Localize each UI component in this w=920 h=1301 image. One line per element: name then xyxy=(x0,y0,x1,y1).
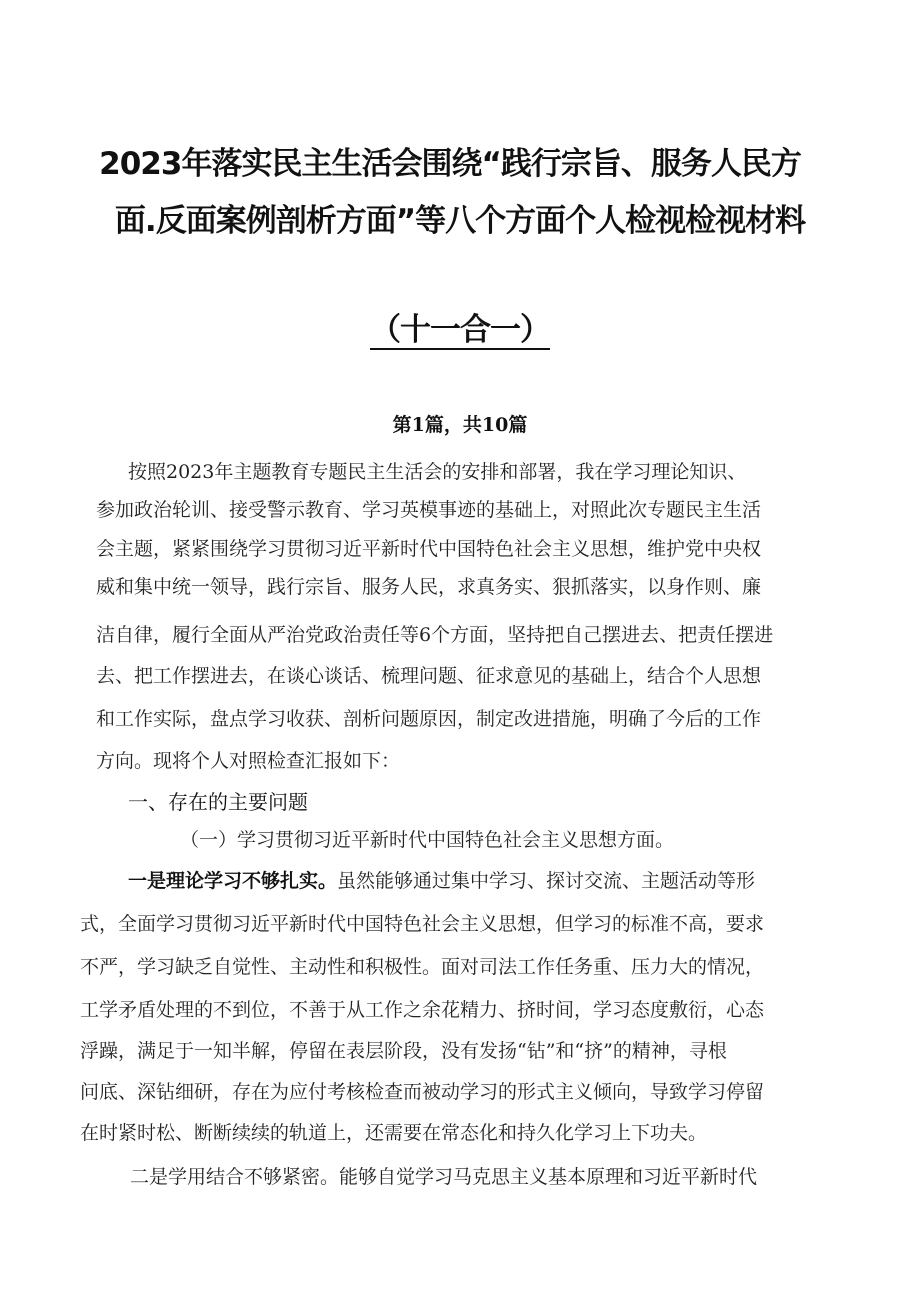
paragraph-line: 方向。现将个人对照检查汇报如下： xyxy=(96,750,401,772)
paragraph-line: 会主题，紧紧围绕学习贯彻习近平新时代中国特色社会主义思想，维护党中央权 xyxy=(96,538,762,560)
document-title-line-2: 面.反面案例剖析方面”等八个方面个人检视检视材料 xyxy=(114,203,806,239)
paragraph-line: 在时紧时松、断断续续的轨道上，还需要在常态化和持久化学习上下功夫。 xyxy=(80,1122,708,1144)
paragraph-line: 浮躁，满足于一知半解，停留在表层阶段，没有发扬“钻”和“挤”的精神，寻根 xyxy=(80,1040,727,1062)
paragraph-line: 去、把工作摆进去，在谈心谈话、梳理问题、征求意见的基础上，结合个人思想 xyxy=(96,665,762,687)
paragraph-line: 式，全面学习贯彻习近平新时代中国特色社会主义思想，但学习的标准不高，要求 xyxy=(80,913,765,935)
point-1-text: 虽然能够通过集中学习、探讨交流、主题活动等形 xyxy=(337,870,756,892)
paragraph-line: 工学矛盾处理的不到位，不善于从工作之余花精力、挤时间，学习态度敷衍，心态 xyxy=(80,999,765,1021)
document-title-line-3-text: （十一合一） xyxy=(370,312,550,348)
sub-heading: （一）学习贯彻习近平新时代中国特色社会主义思想方面。 xyxy=(180,829,675,851)
paragraph-line: 参加政治轮训、接受警示教育、学习英模事迹的基础上，对照此次专题民主生活 xyxy=(96,499,762,521)
paragraph-line: 洁自律，履行全面从严治党政治责任等6个方面，坚持把自己摆进去、把责任摆进 xyxy=(96,624,774,646)
document-subtitle: 第1篇，共10篇 xyxy=(392,414,528,436)
paragraph-line: 按照2023年主题教育专题民主生活会的安排和部署，我在学习理论知识、 xyxy=(128,461,747,483)
point-2-first-line: 二是学用结合不够紧密。能够自觉学习马克思主义基本原理和习近平新时代 xyxy=(130,1166,758,1188)
paragraph-line: 和工作实际，盘点学习收获、剖析问题原因，制定改进措施，明确了今后的工作 xyxy=(96,708,762,730)
point-1-first-line xyxy=(128,866,755,893)
document-title-line-3 xyxy=(0,304,920,349)
paragraph-line: 威和集中统一领导，践行宗旨、服务人民，求真务实、狠抓落实，以身作则、廉 xyxy=(96,576,762,598)
point-1-lead: 一是理论学习不够扎实。 xyxy=(128,870,338,892)
section-heading: 一、存在的主要问题 xyxy=(128,790,308,814)
document-title-line-1: 2023年落实民主生活会围绕“践行宗旨、服务人民方 xyxy=(99,146,801,182)
paragraph-line: 问底、深钻细研，存在为应付考核检查而被动学习的形式主义倾向，导致学习停留 xyxy=(80,1081,765,1103)
paragraph-line: 不严，学习缺乏自觉性、主动性和积极性。面对司法工作任务重、压力大的情况， xyxy=(80,956,765,978)
